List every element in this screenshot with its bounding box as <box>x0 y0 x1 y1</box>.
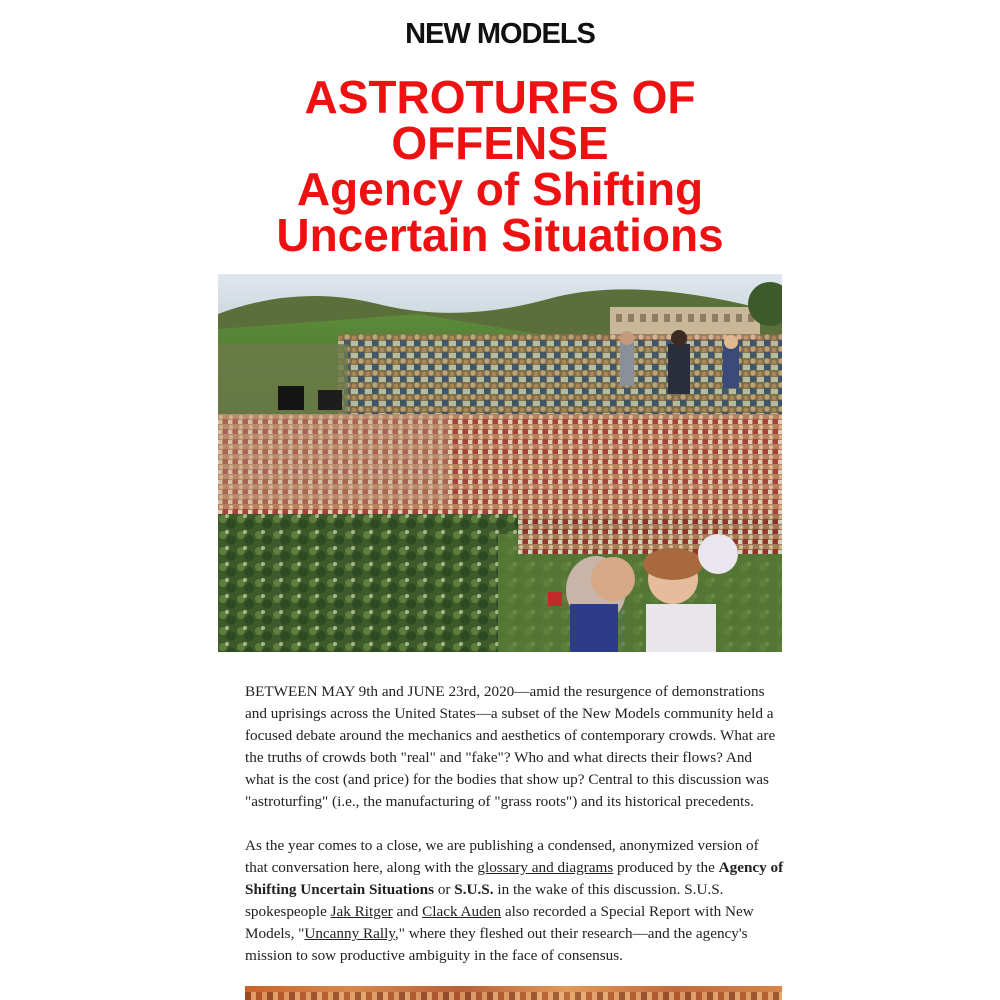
secondary-image-detail <box>245 992 782 1000</box>
paragraph-text: also recorded a Special Report with New Models, " <box>245 903 754 942</box>
paragraph-text: or <box>434 881 455 898</box>
agency-acronym: S.U.S. <box>454 881 494 898</box>
agency-name: Agency of Shifting Uncertain Situations <box>245 859 784 898</box>
headline-line-2: OFFENSE <box>391 117 609 169</box>
paragraph-text: in the wake of this discussion. S.U.S. spokespeople <box>245 881 724 920</box>
clack-auden-link[interactable]: Clack Auden <box>422 903 502 920</box>
headline-line-4: Uncertain Situations <box>276 209 724 261</box>
site-logo[interactable]: NEW MODELS <box>405 18 595 50</box>
article-paragraph-1: BETWEEN MAY 9th and JUNE 23rd, 2020—amid the resurgence of demonstrations and uprisings across the United States—a subset of the New Models community held a focused debate around the mechanics and aesthetics of contemporary crowds. What are the truths of crowds both "real" and "fake"? Who and what directs their flows? And what is the cost (and price) for the bodies that show up? Central to this discussion was "astroturfing" (i.e., the manufacturing of "grass roots") and its historical precedents. <box>245 683 776 810</box>
headline-line-3: Agency of Shifting <box>296 163 704 215</box>
article-headline <box>200 71 800 261</box>
glossary-link[interactable]: glossary and diagrams <box>477 859 614 876</box>
article-body <box>245 681 785 989</box>
crowd-collage-image <box>218 274 782 652</box>
article-paragraph-2 <box>245 835 785 967</box>
secondary-image <box>245 986 782 1000</box>
uncanny-rally-link[interactable]: Uncanny Rally <box>304 925 395 942</box>
headline-line-1: ASTROTURFS OF <box>304 71 696 123</box>
hero-image <box>218 274 782 652</box>
paragraph-text: and <box>392 903 423 920</box>
jak-ritger-link[interactable]: Jak Ritger <box>330 903 393 920</box>
paragraph-text: As the year comes to a close, we are publishing a condensed, anonymized version of that conversation here, along with the <box>245 837 759 876</box>
paragraph-text: produced by the <box>613 859 719 876</box>
paragraph-text: ," where they fleshed out their research—and the agency's mission to sow productive ambiguity in the face of consensus. <box>245 925 748 964</box>
